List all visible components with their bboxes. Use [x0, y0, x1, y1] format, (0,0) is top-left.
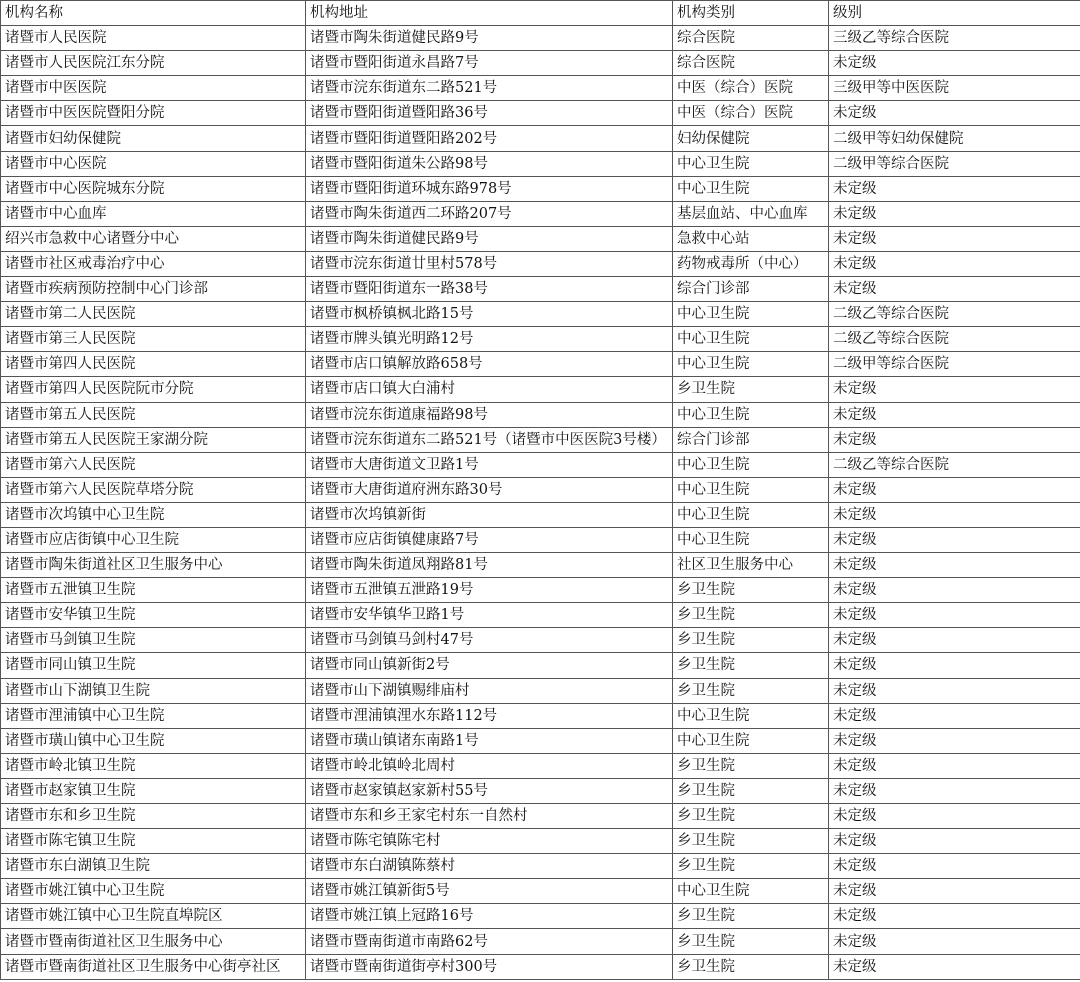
cell-address: 诸暨市浬浦镇浬水东路112号	[306, 703, 673, 728]
cell-name: 诸暨市五泄镇卫生院	[1, 578, 306, 603]
cell-name: 绍兴市急救中心诸暨分中心	[1, 226, 306, 251]
cell-level: 二级甲等综合医院	[829, 352, 1080, 377]
column-header-address: 机构地址	[306, 1, 673, 26]
cell-level: 未定级	[829, 728, 1080, 753]
table-row	[1, 502, 1080, 527]
cell-name: 诸暨市中心血库	[1, 201, 306, 226]
cell-name: 诸暨市第五人民医院	[1, 402, 306, 427]
cell-name: 诸暨市次坞镇中心卫生院	[1, 502, 306, 527]
cell-level: 未定级	[829, 854, 1080, 879]
cell-address: 诸暨市东白湖镇陈蔡村	[306, 854, 673, 879]
cell-level: 未定级	[829, 402, 1080, 427]
table-row	[1, 352, 1080, 377]
cell-category: 乡卫生院	[673, 954, 829, 979]
cell-name: 诸暨市人民医院江东分院	[1, 51, 306, 76]
table-row	[1, 678, 1080, 703]
table-row	[1, 302, 1080, 327]
cell-name: 诸暨市妇幼保健院	[1, 126, 306, 151]
column-header-category: 机构类别	[673, 1, 829, 26]
cell-name: 诸暨市第四人民医院	[1, 352, 306, 377]
table-row	[1, 327, 1080, 352]
table-row	[1, 929, 1080, 954]
cell-level: 未定级	[829, 603, 1080, 628]
cell-level: 未定级	[829, 703, 1080, 728]
table-row	[1, 176, 1080, 201]
cell-level: 未定级	[829, 502, 1080, 527]
cell-level: 未定级	[829, 527, 1080, 552]
cell-address: 诸暨市五泄镇五泄路19号	[306, 578, 673, 603]
table-row	[1, 703, 1080, 728]
cell-level: 未定级	[829, 176, 1080, 201]
cell-name: 诸暨市岭北镇卫生院	[1, 753, 306, 778]
cell-address: 诸暨市暨阳街道朱公路98号	[306, 151, 673, 176]
cell-level: 二级乙等综合医院	[829, 452, 1080, 477]
cell-address: 诸暨市陶朱街道西二环路207号	[306, 201, 673, 226]
cell-address: 诸暨市陈宅镇陈宅村	[306, 829, 673, 854]
cell-category: 中心卫生院	[673, 477, 829, 502]
cell-address: 诸暨市浣东街道东二路521号	[306, 76, 673, 101]
table-row	[1, 778, 1080, 803]
cell-category: 乡卫生院	[673, 829, 829, 854]
cell-level: 未定级	[829, 477, 1080, 502]
cell-category: 综合医院	[673, 51, 829, 76]
cell-category: 综合医院	[673, 26, 829, 51]
table-row	[1, 76, 1080, 101]
cell-category: 中医（综合）医院	[673, 76, 829, 101]
cell-level: 未定级	[829, 678, 1080, 703]
table-row	[1, 377, 1080, 402]
table-row	[1, 753, 1080, 778]
cell-name: 诸暨市东白湖镇卫生院	[1, 854, 306, 879]
cell-address: 诸暨市暨阳街道环城东路978号	[306, 176, 673, 201]
cell-category: 综合门诊部	[673, 427, 829, 452]
cell-name: 诸暨市第三人民医院	[1, 327, 306, 352]
cell-address: 诸暨市店口镇解放路658号	[306, 352, 673, 377]
cell-category: 乡卫生院	[673, 653, 829, 678]
cell-level: 未定级	[829, 804, 1080, 829]
cell-name: 诸暨市第二人民医院	[1, 302, 306, 327]
cell-name: 诸暨市中心医院	[1, 151, 306, 176]
cell-name: 诸暨市中医医院暨阳分院	[1, 101, 306, 126]
cell-category: 乡卫生院	[673, 778, 829, 803]
cell-category: 乡卫生院	[673, 377, 829, 402]
table-row	[1, 804, 1080, 829]
cell-category: 急救中心站	[673, 226, 829, 251]
cell-name: 诸暨市马剑镇卫生院	[1, 628, 306, 653]
cell-name: 诸暨市同山镇卫生院	[1, 653, 306, 678]
cell-category: 中心卫生院	[673, 151, 829, 176]
table-row	[1, 277, 1080, 302]
cell-address: 诸暨市牌头镇光明路12号	[306, 327, 673, 352]
table-row	[1, 879, 1080, 904]
cell-level: 二级甲等综合医院	[829, 151, 1080, 176]
cell-level: 二级甲等妇幼保健院	[829, 126, 1080, 151]
cell-name: 诸暨市璜山镇中心卫生院	[1, 728, 306, 753]
cell-category: 中心卫生院	[673, 452, 829, 477]
cell-category: 基层血站、中心血库	[673, 201, 829, 226]
cell-address: 诸暨市陶朱街道凤翔路81号	[306, 553, 673, 578]
table-row	[1, 653, 1080, 678]
cell-level: 未定级	[829, 904, 1080, 929]
cell-address: 诸暨市暨阳街道暨阳路36号	[306, 101, 673, 126]
cell-name: 诸暨市第六人民医院草塔分院	[1, 477, 306, 502]
cell-address: 诸暨市安华镇华卫路1号	[306, 603, 673, 628]
cell-level: 未定级	[829, 427, 1080, 452]
table-row	[1, 578, 1080, 603]
cell-address: 诸暨市店口镇大白浦村	[306, 377, 673, 402]
cell-address: 诸暨市暨阳街道暨阳路202号	[306, 126, 673, 151]
cell-level: 未定级	[829, 578, 1080, 603]
cell-name: 诸暨市暨南街道社区卫生服务中心	[1, 929, 306, 954]
cell-category: 乡卫生院	[673, 753, 829, 778]
cell-address: 诸暨市枫桥镇枫北路15号	[306, 302, 673, 327]
table-row	[1, 151, 1080, 176]
cell-address: 诸暨市同山镇新街2号	[306, 653, 673, 678]
table-body	[1, 26, 1080, 980]
cell-category: 乡卫生院	[673, 854, 829, 879]
cell-category: 中心卫生院	[673, 879, 829, 904]
column-header-name: 机构名称	[1, 1, 306, 26]
cell-name: 诸暨市疾病预防控制中心门诊部	[1, 277, 306, 302]
cell-address: 诸暨市姚江镇新街5号	[306, 879, 673, 904]
cell-name: 诸暨市山下湖镇卫生院	[1, 678, 306, 703]
cell-name: 诸暨市姚江镇中心卫生院	[1, 879, 306, 904]
cell-level: 未定级	[829, 226, 1080, 251]
cell-name: 诸暨市浬浦镇中心卫生院	[1, 703, 306, 728]
table-row	[1, 427, 1080, 452]
cell-name: 诸暨市人民医院	[1, 26, 306, 51]
table-row	[1, 829, 1080, 854]
cell-category: 中心卫生院	[673, 176, 829, 201]
cell-category: 中心卫生院	[673, 352, 829, 377]
cell-level: 未定级	[829, 653, 1080, 678]
cell-category: 乡卫生院	[673, 628, 829, 653]
cell-address: 诸暨市暨阳街道东一路38号	[306, 277, 673, 302]
cell-category: 中心卫生院	[673, 728, 829, 753]
cell-name: 诸暨市东和乡卫生院	[1, 804, 306, 829]
cell-level: 三级甲等中医医院	[829, 76, 1080, 101]
cell-category: 社区卫生服务中心	[673, 553, 829, 578]
cell-category: 乡卫生院	[673, 603, 829, 628]
table-row	[1, 251, 1080, 276]
cell-category: 综合门诊部	[673, 277, 829, 302]
cell-category: 乡卫生院	[673, 929, 829, 954]
cell-level: 二级乙等综合医院	[829, 302, 1080, 327]
cell-category: 中心卫生院	[673, 327, 829, 352]
table-row	[1, 904, 1080, 929]
table-row	[1, 477, 1080, 502]
cell-name: 诸暨市第六人民医院	[1, 452, 306, 477]
cell-address: 诸暨市岭北镇岭北周村	[306, 753, 673, 778]
cell-level: 未定级	[829, 753, 1080, 778]
cell-category: 中心卫生院	[673, 502, 829, 527]
cell-category: 乡卫生院	[673, 678, 829, 703]
cell-level: 未定级	[829, 101, 1080, 126]
table-row	[1, 954, 1080, 979]
cell-level: 未定级	[829, 879, 1080, 904]
cell-address: 诸暨市陶朱街道健民路9号	[306, 26, 673, 51]
cell-address: 诸暨市马剑镇马剑村47号	[306, 628, 673, 653]
cell-address: 诸暨市应店街镇健康路7号	[306, 527, 673, 552]
cell-category: 中心卫生院	[673, 703, 829, 728]
cell-name: 诸暨市应店街镇中心卫生院	[1, 527, 306, 552]
cell-address: 诸暨市暨南街道街亭村300号	[306, 954, 673, 979]
cell-name: 诸暨市姚江镇中心卫生院直埠院区	[1, 904, 306, 929]
cell-level: 三级乙等综合医院	[829, 26, 1080, 51]
cell-name: 诸暨市暨南街道社区卫生服务中心街亭社区	[1, 954, 306, 979]
cell-address: 诸暨市浣东街道东二路521号（诸暨市中医医院3号楼）	[306, 427, 673, 452]
cell-address: 诸暨市浣东街道廿里村578号	[306, 251, 673, 276]
table-row	[1, 226, 1080, 251]
cell-address: 诸暨市次坞镇新街	[306, 502, 673, 527]
cell-name: 诸暨市陶朱街道社区卫生服务中心	[1, 553, 306, 578]
cell-level: 未定级	[829, 377, 1080, 402]
cell-address: 诸暨市东和乡王家宅村东一自然村	[306, 804, 673, 829]
cell-level: 未定级	[829, 201, 1080, 226]
cell-address: 诸暨市璜山镇诸东南路1号	[306, 728, 673, 753]
header-row	[1, 1, 1080, 26]
cell-address: 诸暨市大唐街道府洲东路30号	[306, 477, 673, 502]
cell-address: 诸暨市山下湖镇赐绯庙村	[306, 678, 673, 703]
cell-address: 诸暨市暨阳街道永昌路7号	[306, 51, 673, 76]
cell-category: 乡卫生院	[673, 904, 829, 929]
cell-level: 未定级	[829, 251, 1080, 276]
cell-address: 诸暨市姚江镇上冠路16号	[306, 904, 673, 929]
table-row	[1, 854, 1080, 879]
cell-address: 诸暨市暨南街道市南路62号	[306, 929, 673, 954]
cell-name: 诸暨市中医医院	[1, 76, 306, 101]
cell-category: 妇幼保健院	[673, 126, 829, 151]
table-row	[1, 126, 1080, 151]
cell-name: 诸暨市第五人民医院王家湖分院	[1, 427, 306, 452]
cell-level: 二级乙等综合医院	[829, 327, 1080, 352]
table-row	[1, 402, 1080, 427]
cell-category: 乡卫生院	[673, 804, 829, 829]
cell-name: 诸暨市中心医院城东分院	[1, 176, 306, 201]
cell-level: 未定级	[829, 553, 1080, 578]
cell-category: 乡卫生院	[673, 578, 829, 603]
table-row	[1, 553, 1080, 578]
cell-address: 诸暨市大唐街道文卫路1号	[306, 452, 673, 477]
cell-level: 未定级	[829, 628, 1080, 653]
cell-name: 诸暨市第四人民医院阮市分院	[1, 377, 306, 402]
cell-name: 诸暨市赵家镇卫生院	[1, 778, 306, 803]
cell-address: 诸暨市陶朱街道健民路9号	[306, 226, 673, 251]
table-row	[1, 101, 1080, 126]
table-row	[1, 26, 1080, 51]
cell-name: 诸暨市社区戒毒治疗中心	[1, 251, 306, 276]
table-row	[1, 51, 1080, 76]
table-row	[1, 527, 1080, 552]
table-row	[1, 452, 1080, 477]
table-row	[1, 728, 1080, 753]
cell-category: 中心卫生院	[673, 402, 829, 427]
column-header-level: 级别	[829, 1, 1080, 26]
table-row	[1, 201, 1080, 226]
cell-category: 中心卫生院	[673, 302, 829, 327]
cell-level: 未定级	[829, 929, 1080, 954]
cell-category: 药物戒毒所（中心）	[673, 251, 829, 276]
table-row	[1, 603, 1080, 628]
cell-category: 中心卫生院	[673, 527, 829, 552]
cell-level: 未定级	[829, 277, 1080, 302]
cell-level: 未定级	[829, 778, 1080, 803]
cell-address: 诸暨市赵家镇赵家新村55号	[306, 778, 673, 803]
cell-level: 未定级	[829, 829, 1080, 854]
cell-category: 中医（综合）医院	[673, 101, 829, 126]
table-row	[1, 628, 1080, 653]
cell-level: 未定级	[829, 954, 1080, 979]
cell-level: 未定级	[829, 51, 1080, 76]
cell-name: 诸暨市陈宅镇卫生院	[1, 829, 306, 854]
cell-name: 诸暨市安华镇卫生院	[1, 603, 306, 628]
cell-address: 诸暨市浣东街道康福路98号	[306, 402, 673, 427]
